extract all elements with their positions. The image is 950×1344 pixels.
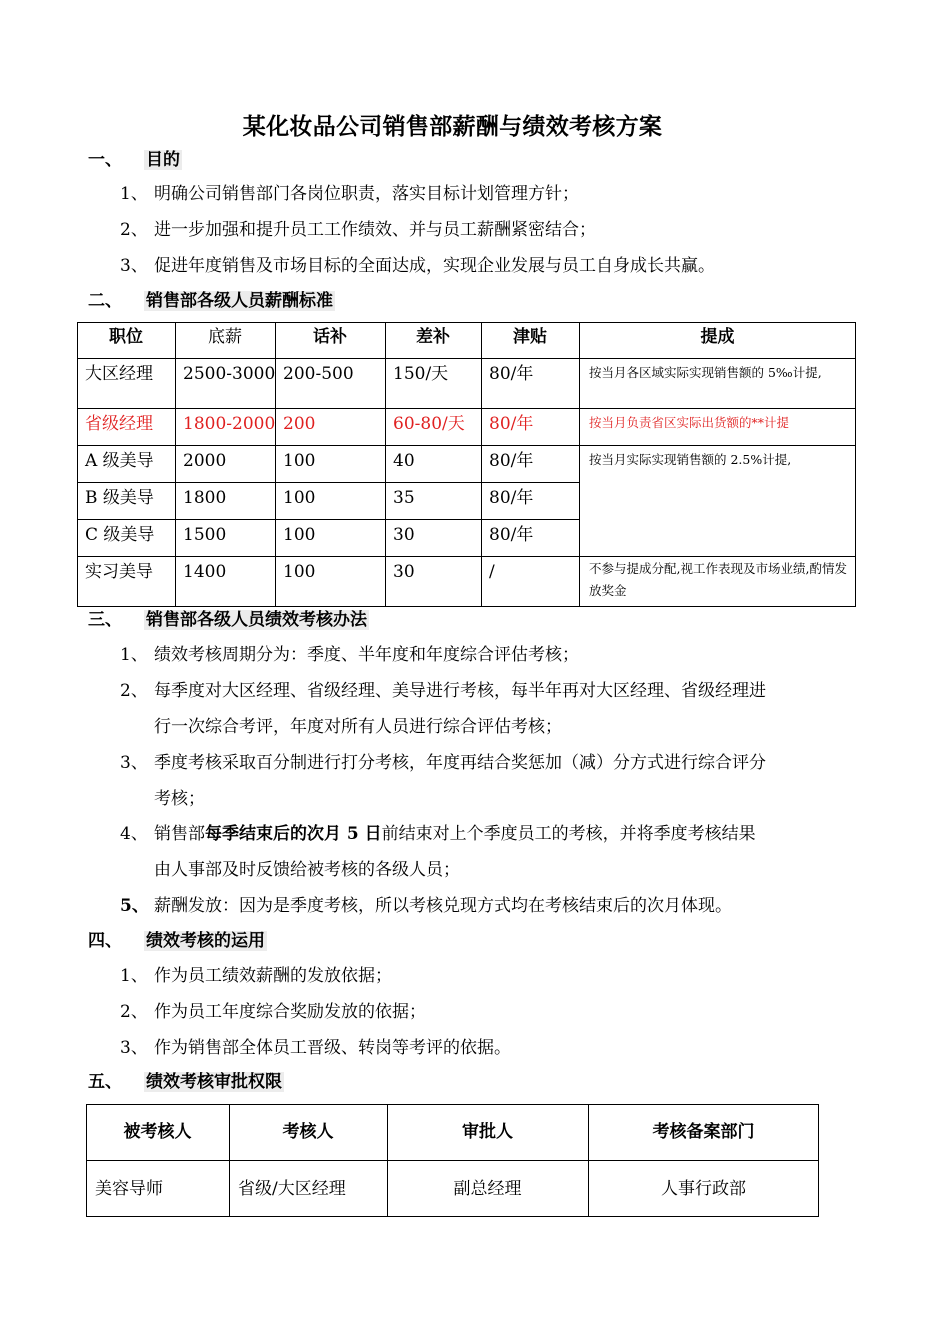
section-title: 绩效考核审批权限 bbox=[146, 1072, 282, 1092]
table-cell: 80/年 bbox=[489, 364, 534, 384]
item-text: 薪酬发放：因为是季度考核，所以考核兑现方式均在考核结束后的次月体现。 bbox=[154, 896, 732, 916]
section-heading-usage bbox=[88, 929, 267, 953]
header-approver: 审批人 bbox=[462, 1122, 513, 1142]
table-cell: 100 bbox=[283, 488, 316, 508]
header-base-salary: 底薪 bbox=[208, 327, 242, 347]
table-cell: 副总经理 bbox=[453, 1179, 522, 1199]
salary-table bbox=[77, 322, 856, 607]
list-item bbox=[120, 678, 766, 704]
item-text: 季度考核采取百分制进行打分考核，年度再结合奖惩加（减）分方式进行综合评分 bbox=[154, 753, 766, 773]
item-text-pre: 销售部 bbox=[154, 824, 205, 844]
table-cell: 30 bbox=[393, 562, 415, 582]
header-travel-subsidy: 差补 bbox=[416, 327, 450, 347]
item-number: 2、 bbox=[120, 220, 148, 240]
header-assessee: 被考核人 bbox=[123, 1122, 192, 1142]
item-text: 每季度对大区经理、省级经理、美导进行考核，每半年再对大区经理、省级经理进 bbox=[154, 681, 766, 701]
header-assessor: 考核人 bbox=[282, 1122, 334, 1142]
section-number: 二、 bbox=[88, 291, 122, 311]
section-number: 四、 bbox=[88, 931, 122, 951]
item-continuation: 行一次综合考评，年度对所有人员进行综合评估考核； bbox=[154, 717, 562, 737]
item-text: 绩效考核周期分为：季度、半年度和年度综合评估考核； bbox=[154, 645, 579, 665]
list-item bbox=[120, 181, 579, 207]
table-cell: 80/年 bbox=[489, 525, 534, 545]
section-number: 五、 bbox=[88, 1072, 122, 1092]
item-text-post: 前结束对上个季度员工的考核，并将季度考核结果 bbox=[381, 824, 756, 844]
table-cell: 100 bbox=[283, 562, 316, 582]
table-cell: 2000 bbox=[183, 451, 227, 471]
table-cell: 35 bbox=[393, 488, 415, 508]
item-number: 3、 bbox=[120, 753, 148, 773]
header-phone-subsidy: 话补 bbox=[313, 327, 347, 347]
item-text: 作为员工绩效薪酬的发放依据； bbox=[154, 966, 392, 986]
table-cell: B 级美导 bbox=[85, 488, 154, 508]
table-cell: 150/天 bbox=[393, 364, 449, 384]
table-cell: 1800 bbox=[183, 488, 227, 508]
list-item bbox=[120, 750, 766, 776]
item-number: 5、 bbox=[120, 896, 149, 916]
table-cell: 1400 bbox=[183, 562, 227, 582]
list-item bbox=[120, 217, 596, 243]
section-title: 销售部各级人员薪酬标准 bbox=[146, 291, 333, 311]
item-text: 进一步加强和提升员工工作绩效、并与员工薪酬紧密结合； bbox=[154, 220, 596, 240]
approval-table bbox=[86, 1104, 819, 1217]
item-text: 促进年度销售及市场目标的全面达成，实现企业发展与员工自身成长共赢。 bbox=[154, 256, 715, 276]
table-cell: 200-500 bbox=[283, 364, 354, 384]
item-continuation: 考核； bbox=[154, 789, 205, 809]
list-item bbox=[120, 821, 756, 847]
header-allowance: 津贴 bbox=[513, 327, 547, 347]
item-text: 明确公司销售部门各岗位职责，落实目标计划管理方针； bbox=[154, 184, 579, 204]
table-cell: 30 bbox=[393, 525, 415, 545]
header-commission: 提成 bbox=[700, 327, 735, 347]
table-cell: 200 bbox=[283, 414, 316, 434]
commission-cell: 不参与提成分配,视工作表现及市场业绩,酌情发放奖金 bbox=[589, 561, 847, 598]
item-text-emphasis: 每季结束后的次月 5 日 bbox=[205, 824, 382, 844]
table-cell: 省级/大区经理 bbox=[238, 1179, 346, 1199]
list-item bbox=[120, 963, 392, 989]
table-cell: 80/年 bbox=[489, 451, 534, 471]
table-cell: 大区经理 bbox=[85, 364, 153, 384]
item-number: 1、 bbox=[120, 645, 148, 665]
list-item bbox=[120, 999, 426, 1025]
table-cell: 40 bbox=[393, 451, 415, 471]
table-cell: 80/年 bbox=[489, 414, 534, 434]
section-number: 一、 bbox=[88, 150, 122, 170]
section-title: 销售部各级人员绩效考核办法 bbox=[146, 610, 367, 630]
section-heading-purpose bbox=[88, 148, 182, 172]
table-cell: / bbox=[489, 562, 495, 582]
table-cell: 2500-3000 bbox=[183, 364, 276, 384]
item-text: 作为员工年度综合奖励发放的依据； bbox=[154, 1002, 426, 1022]
table-cell: 100 bbox=[283, 525, 316, 545]
table-cell: 省级经理 bbox=[85, 414, 153, 434]
table-cell: 人事行政部 bbox=[661, 1179, 746, 1199]
table-cell: 100 bbox=[283, 451, 316, 471]
item-text: 作为销售部全体员工晋级、转岗等考评的依据。 bbox=[154, 1038, 511, 1058]
item-number: 3、 bbox=[120, 256, 148, 276]
item-number: 3、 bbox=[120, 1038, 148, 1058]
commission-cell: 按当月实际实现销售额的 2.5%计提, bbox=[589, 452, 792, 467]
header-position: 职位 bbox=[109, 327, 143, 347]
table-cell: 美容导师 bbox=[95, 1179, 163, 1199]
list-item bbox=[120, 1035, 511, 1061]
item-number: 1、 bbox=[120, 966, 148, 986]
table-cell: 60-80/天 bbox=[393, 414, 465, 434]
commission-cell: 按当月各区域实际实现销售额的 5‰计提, bbox=[589, 365, 822, 380]
table-cell: A 级美导 bbox=[85, 451, 154, 471]
section-heading-salary bbox=[88, 289, 335, 313]
section-heading-assessment bbox=[88, 608, 369, 632]
table-cell: 实习美导 bbox=[85, 562, 153, 582]
document-title: 某化妆品公司销售部薪酬与绩效考核方案 bbox=[242, 114, 663, 140]
item-number: 1、 bbox=[120, 184, 148, 204]
section-heading-approval bbox=[88, 1070, 284, 1094]
item-number: 2、 bbox=[120, 1002, 148, 1022]
section-number: 三、 bbox=[88, 610, 122, 630]
section-title: 绩效考核的运用 bbox=[146, 931, 265, 951]
item-number: 4、 bbox=[120, 824, 148, 844]
item-continuation: 由人事部及时反馈给被考核的各级人员； bbox=[154, 860, 460, 880]
table-cell: 1500 bbox=[183, 525, 227, 545]
item-number: 2、 bbox=[120, 681, 148, 701]
section-title: 目的 bbox=[146, 150, 180, 170]
list-item bbox=[120, 642, 579, 668]
table-cell: C 级美导 bbox=[85, 525, 155, 545]
list-item bbox=[120, 893, 732, 919]
list-item bbox=[120, 253, 715, 279]
header-filing-department: 考核备案部门 bbox=[652, 1122, 755, 1142]
table-cell: 1800-2000 bbox=[183, 414, 276, 434]
table-cell: 80/年 bbox=[489, 488, 534, 508]
commission-cell: 按当月负责省区实际出货额的**计提 bbox=[589, 415, 790, 430]
